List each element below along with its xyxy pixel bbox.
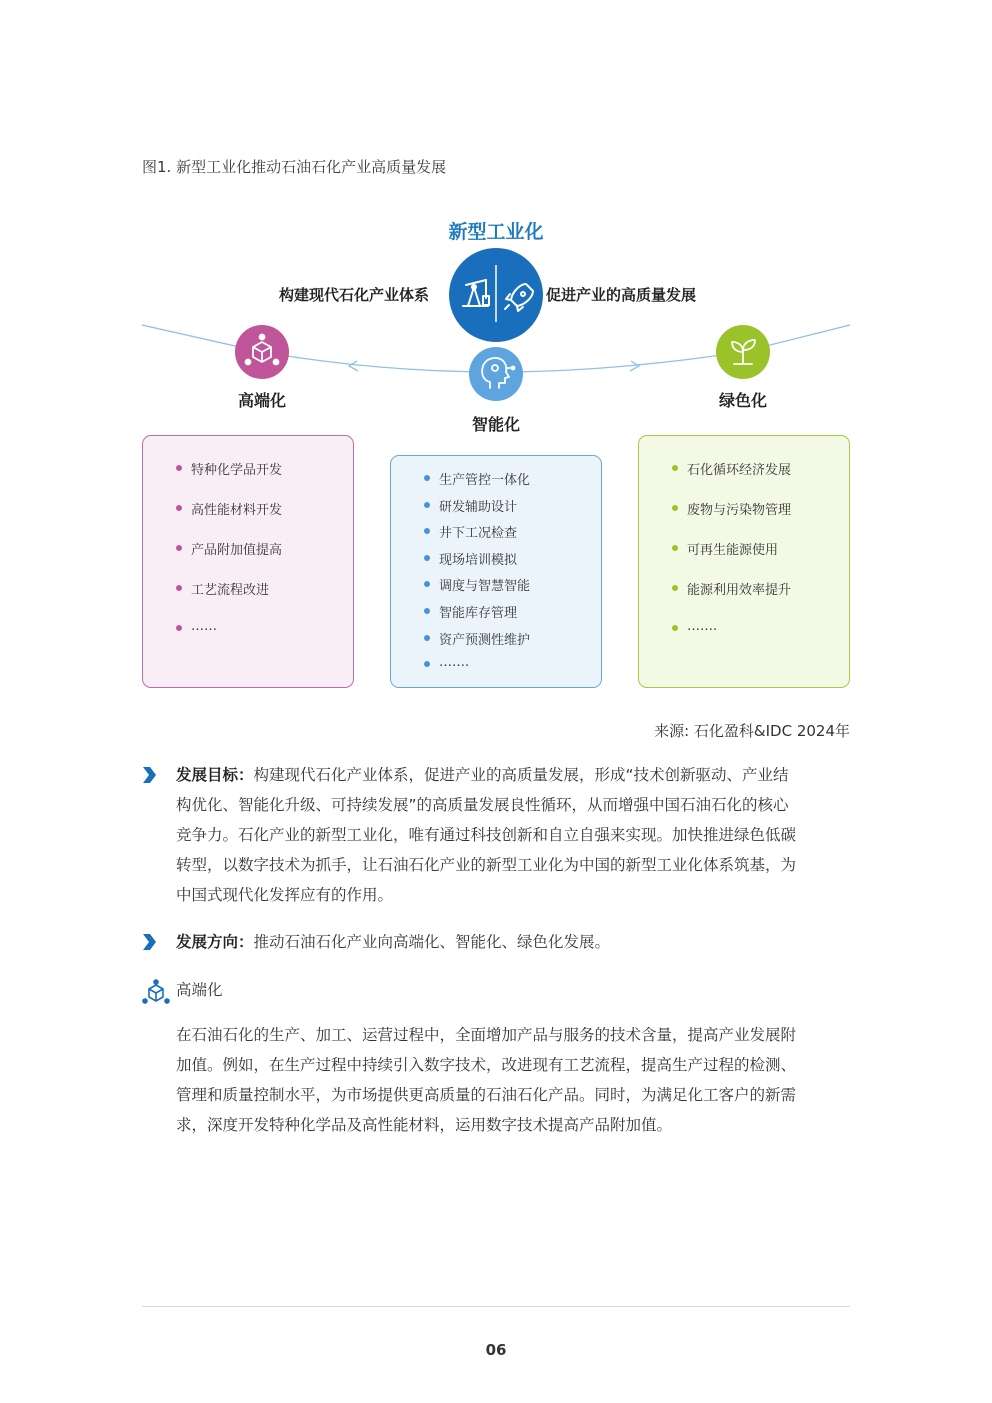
list-item: ……. [687, 619, 791, 659]
left-label: 构建现代石化产业体系 [279, 286, 430, 304]
list-item: ……. [439, 655, 530, 682]
right-label: 促进产业的高质量发展 [546, 286, 697, 304]
list-item: 智能库存管理 [439, 602, 530, 629]
list-item: …… [191, 619, 282, 659]
development-direction-paragraph [176, 927, 856, 957]
paragraph-line: 加值。例如，在生产过程中持续引入数字技术，改进现有工艺流程，提高生产过程的检测、 [176, 1056, 797, 1074]
high-end-paragraph [176, 1020, 856, 1140]
list-item: 调度与智慧智能 [439, 575, 530, 602]
paragraph-line: 转型，以数字技术为抓手，让石油石化产业的新型工业化为中国的新型工业化体系筑基，为 [176, 856, 797, 874]
center-title: 新型工业化 [448, 221, 544, 243]
green-label: 绿色化 [718, 391, 767, 410]
high-end-list [191, 459, 282, 659]
paragraph-line: 管理和质量控制水平，为市场提供更高质量的石油石化产品。同时，为满足化工客户的新需 [176, 1086, 797, 1104]
left-arrowhead [349, 361, 358, 371]
figure-caption: 图1. 新型工业化推动石油石化产业高质量发展 [142, 158, 447, 176]
paragraph-text: 推动石油石化产业向高端化、智能化、绿色化发展。 [253, 933, 611, 951]
section-label: 发展方向： [176, 933, 254, 951]
paragraph-line: 构优化、智能化升级、可持续发展”的高质量发展良性循环，从而增强中国石油石化的核心 [176, 796, 789, 814]
list-item: 井下工况检查 [439, 522, 530, 549]
paragraph-line: 求，深度开发特种化学品及高性能材料，运用数字技术提高产品附加值。 [176, 1116, 673, 1134]
paragraph-text: 构建现代石化产业体系，促进产业的高质量发展，形成“技术创新驱动、产业结 [253, 766, 789, 784]
high-end-label: 高端化 [237, 391, 286, 410]
green-list [687, 459, 791, 659]
footer-divider [142, 1306, 850, 1307]
paragraph-line: 竞争力。石化产业的新型工业化，唯有通过科技创新和自立自强来实现。加快推进绿色低碳 [176, 826, 797, 844]
list-item: 高性能材料开发 [191, 499, 282, 539]
paragraph-line [176, 760, 856, 790]
development-goal-paragraph [176, 760, 856, 910]
list-item: 现场培训模拟 [439, 549, 530, 576]
list-item: 可再生能源使用 [687, 539, 791, 579]
list-item: 资产预测性维护 [439, 629, 530, 656]
green-box [638, 435, 850, 688]
list-item: 研发辅助设计 [439, 496, 530, 523]
chevron-right-icon [141, 766, 157, 784]
paragraph-line: 中国式现代化发挥应有的作用。 [176, 886, 394, 904]
cube-network-icon [142, 979, 170, 1005]
page-number: 06 [485, 1341, 507, 1359]
left-arc [142, 325, 495, 372]
paragraph-line [176, 927, 856, 957]
chevron-right-icon [141, 933, 157, 951]
smart-node [469, 347, 523, 401]
list-item: 石化循环经济发展 [687, 459, 791, 499]
high-end-box [142, 435, 354, 688]
list-item: 废物与污染物管理 [687, 499, 791, 539]
list-item: 生产管控一体化 [439, 469, 530, 496]
section-label: 发展目标： [176, 766, 254, 784]
subsection-title: 高端化 [176, 981, 223, 999]
smart-label: 智能化 [471, 415, 520, 434]
paragraph-line: 在石油石化的生产、加工、运营过程中，全面增加产品与服务的技术含量，提高产业发展附 [176, 1026, 797, 1044]
smart-box [390, 455, 602, 688]
right-arc [495, 325, 850, 372]
list-item: 特种化学品开发 [191, 459, 282, 499]
figure-source: 来源: 石化盈科&IDC 2024年 [654, 722, 850, 740]
smart-list [439, 469, 530, 682]
list-item: 产品附加值提高 [191, 539, 282, 579]
list-item: 工艺流程改进 [191, 579, 282, 619]
list-item: 能源利用效率提升 [687, 579, 791, 619]
